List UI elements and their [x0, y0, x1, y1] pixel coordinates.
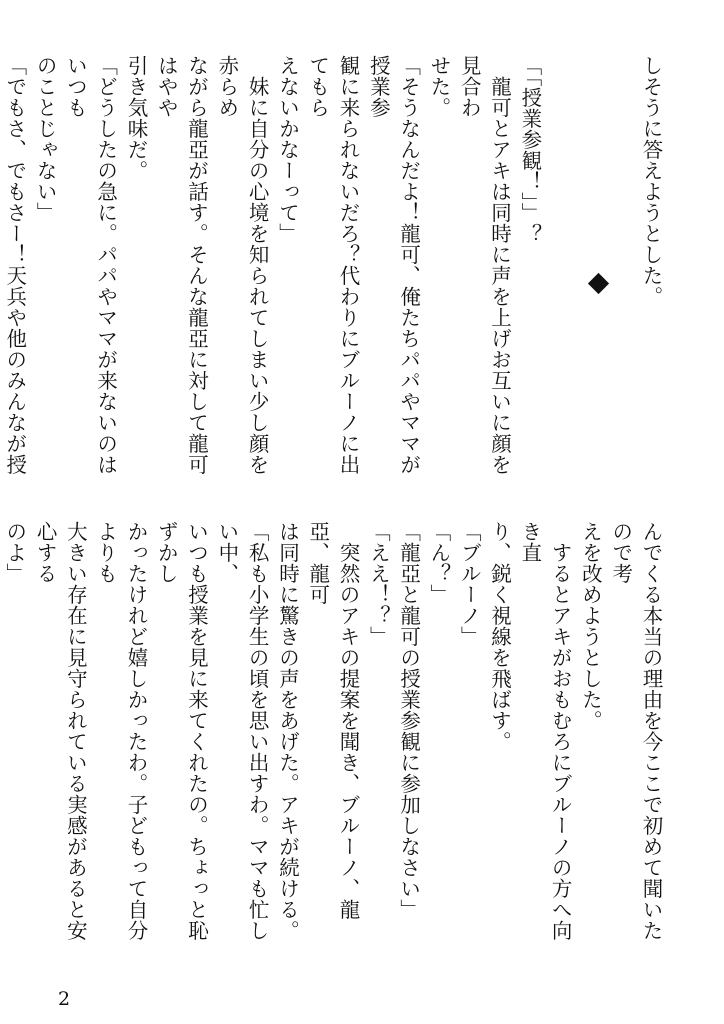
text-line: ながら龍亞が話す。そんな龍亞に対して龍可はやや	[154, 55, 209, 475]
text-line: えを改めようとした。	[578, 521, 603, 731]
text-line: 「ブルーノ」	[457, 521, 482, 647]
text-line: 「そうなんだよ！龍可、俺たちパパやママが授業参	[366, 55, 421, 475]
page-number: 2	[58, 988, 71, 1010]
text-line: 龍可とアキは同時に声を上げお互いに顔を見合わ	[457, 55, 512, 475]
text-line: んでくる本当の理由を今ここで初めて聞いたので考	[608, 521, 663, 941]
text-line: えないかなーって」	[275, 55, 300, 244]
text-line: 観に来られないだろ？代わりにブルーノに出てもら	[305, 55, 361, 475]
text-line: 「「授業参観！」」？	[517, 55, 542, 245]
text-line: 突然のアキの提案を聞き、ブルーノ、龍亞、龍可	[305, 521, 361, 920]
text-line: 「でもさ、でもさー！天兵や他のみんなが授	[2, 55, 27, 475]
text-line	[605, 55, 635, 495]
text-line: 大きい存在に見守られている実感があると安心する	[33, 521, 88, 941]
text-line: かったけれど嬉しかったわ。子どもって自分よりも	[93, 521, 148, 941]
text-line: するとアキがおもむろにブルーノの方へ向き直	[517, 521, 573, 941]
text-line: しそうに答えようとした。	[639, 55, 663, 307]
text-line: 「龍亞と龍可の授業参観に参加しなさい」	[396, 521, 421, 920]
text-line: 「ん？」	[426, 521, 451, 605]
text-line: 「どうしたの急に。パパやママが来ないのはいつも	[63, 55, 118, 475]
text-line: 「ええ！？」	[366, 521, 391, 647]
text-line: いつも授業を見に来てくれたの。ちょっと恥ずかし	[154, 521, 209, 941]
text-line: 妹に自分の心境を知られてしまい少し顔を赤らめ	[214, 55, 270, 475]
text-line: り、鋭く視線を飛ばす。	[487, 521, 512, 752]
text-line: 「私も小学生の頃を思い出すわ。ママも忙しい中、	[214, 521, 270, 941]
text-line: は同時に驚きの声をあげた。アキが続ける。	[275, 521, 300, 941]
text-line: せた。	[426, 55, 451, 118]
text-block-upper	[2, 55, 666, 495]
text-block-lower	[2, 521, 666, 961]
text-line: 引き気味だ。	[123, 55, 148, 181]
text-line	[545, 55, 575, 495]
text-line: のよ」	[2, 521, 27, 584]
text-line: のことじゃない」	[33, 55, 58, 223]
